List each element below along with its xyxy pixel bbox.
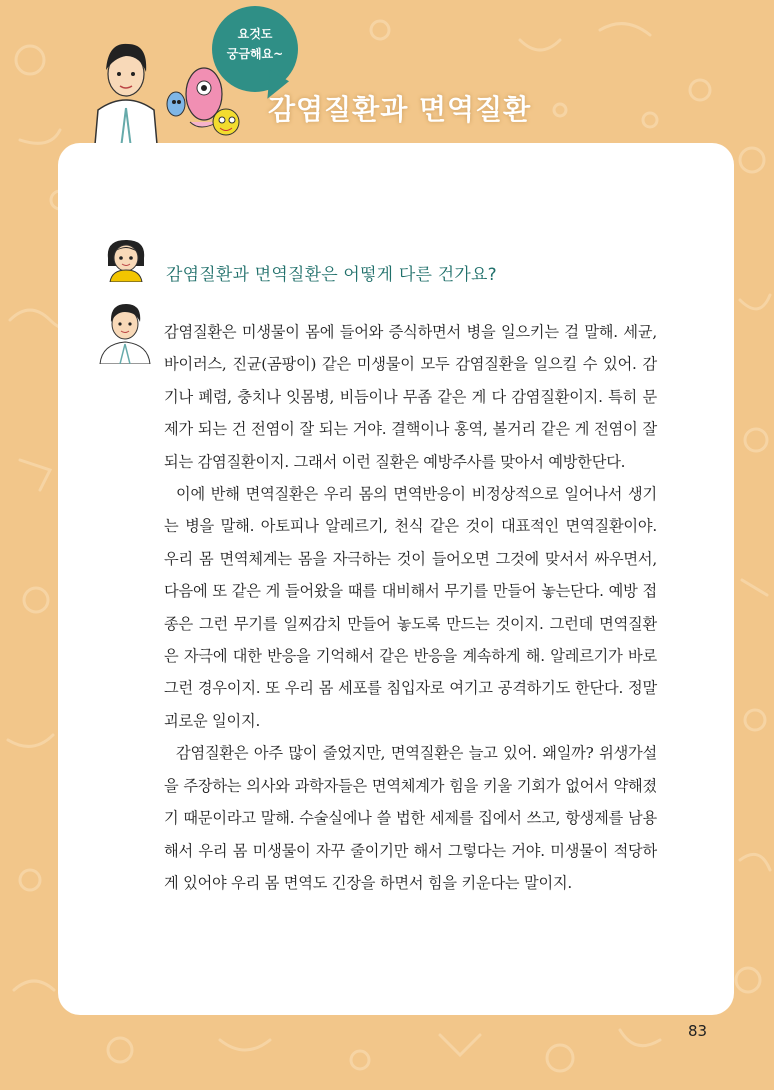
answer-paragraph-3: 감염질환은 아주 많이 줄었지만, 면역질환은 늘고 있어. 왜일까? 위생가설을 주장하는 의사와 과학자들은 면역체계가 힘을 키울 기회가 없어서 약해졌기 때문이라고 말해. 수술실에나 쓸 법한 세제를 집에서 쓰고, 항생제를 남용해서 우리 몸 미생물이 자꾸 줄이기만 해서 그렇다는 거야. 미생물이 적당하게 있어야 우리 몸 면역도 긴장을 하면서 힘을 키운다는 말이지. — [164, 744, 657, 892]
answer-paragraph-2: 이에 반해 면역질환은 우리 몸의 면역반응이 비정상적으로 일어나서 생기는 병을 말해. 아토피나 알레르기, 천식 같은 것이 대표적인 면역질환이야. 우리 몸 면역체계는 몸을 자극하는 것이 들어오면 그것에 맞서서 싸우면서, 다음에 또 같은 게 들어왔을 때를 대비해서 무기를 만들어 놓는단다. 예방 접종은 그런 무기를 일찌감치 만들어 놓도록 만드는 것이지. 그런데 면역질환은 자극에 대한 반응을 기억해서 같은 반응을 계속하게 해. 알레르기가 바로 그런 경우이지. 또 우리 몸 세포를 침입자로 여기고 공격하기도 한단다. 정말 괴로운 일이지. — [164, 485, 657, 730]
answer-paragraph-1: 감염질환은 미생물이 몸에 들어와 증식하면서 병을 일으키는 걸 말해. 세균, 바이러스, 진균(곰팡이) 같은 미생물이 모두 감염질환을 일으킬 수 있어. 감기나 폐렴, 충치나 잇몸병, 비듬이나 무좀 같은 게 다 감염질환이지. 특히 문제가 되는 건 전염이 잘 되는 거야. 결핵이나 홍역, 볼거리 같은 게 전염이 잘 되는 감염질환이지. 그래서 이런 질환은 예방주사를 맞아서 예방한단다. — [164, 323, 657, 471]
doctor-illustration — [94, 44, 158, 156]
girl-avatar — [100, 236, 152, 282]
question-text: 감염질환과 면역질환은 어떻게 다른 건가요? — [166, 265, 497, 285]
yellow-microbe-character — [213, 109, 239, 135]
answer-text — [164, 316, 657, 899]
bubble-line-2: 궁금해요~ — [226, 47, 284, 61]
doctor-avatar — [94, 298, 156, 364]
page-number: 83 — [688, 1022, 708, 1040]
bubble-line-1: 요것도 — [237, 27, 273, 41]
speech-bubble-text — [222, 24, 288, 64]
page-title: 감염질환과 면역질환 — [268, 93, 532, 126]
blue-microbe-character — [167, 92, 185, 116]
